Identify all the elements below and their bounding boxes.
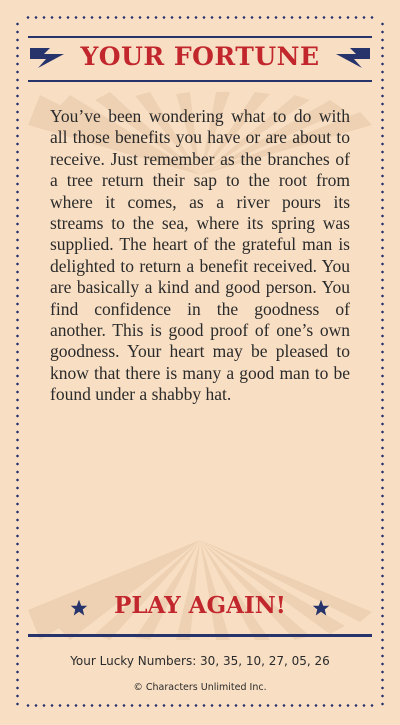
copyright-text: © Characters Unlimited Inc. bbox=[133, 682, 267, 693]
header bbox=[28, 36, 372, 84]
dotted-border-bottom bbox=[24, 704, 376, 707]
dotted-border-top bbox=[24, 16, 376, 19]
page-title: YOUR FORTUNE bbox=[80, 42, 320, 71]
dotted-border-right bbox=[381, 20, 384, 710]
header-rule-top bbox=[28, 36, 372, 38]
play-again-button[interactable]: PLAY AGAIN! bbox=[114, 592, 286, 619]
play-again-rule bbox=[28, 634, 372, 637]
header-rule-bottom bbox=[28, 80, 372, 82]
lightning-bolt-icon bbox=[336, 44, 370, 70]
dotted-border-left bbox=[16, 20, 19, 710]
lucky-numbers: Your Lucky Numbers: 30, 35, 10, 27, 05, 26 bbox=[70, 654, 330, 668]
play-again-area bbox=[28, 590, 372, 630]
fortune-text: You’ve been wondering what to do with all those benefits you have or are about to receive. Just remember as the branches of a tree return their sap to the root from where it comes, as a river pours its streams to the sea, where its spring was supplied. The heart of the grateful man is delighted to return a benefit received. You are basically a kind and good person. You find confidence in the goodness of another. This is good proof of one’s own goodness. Your heart may be pleased to know that there is many a good man to be found under a shabby hat. bbox=[50, 106, 350, 405]
star-icon bbox=[312, 599, 330, 617]
